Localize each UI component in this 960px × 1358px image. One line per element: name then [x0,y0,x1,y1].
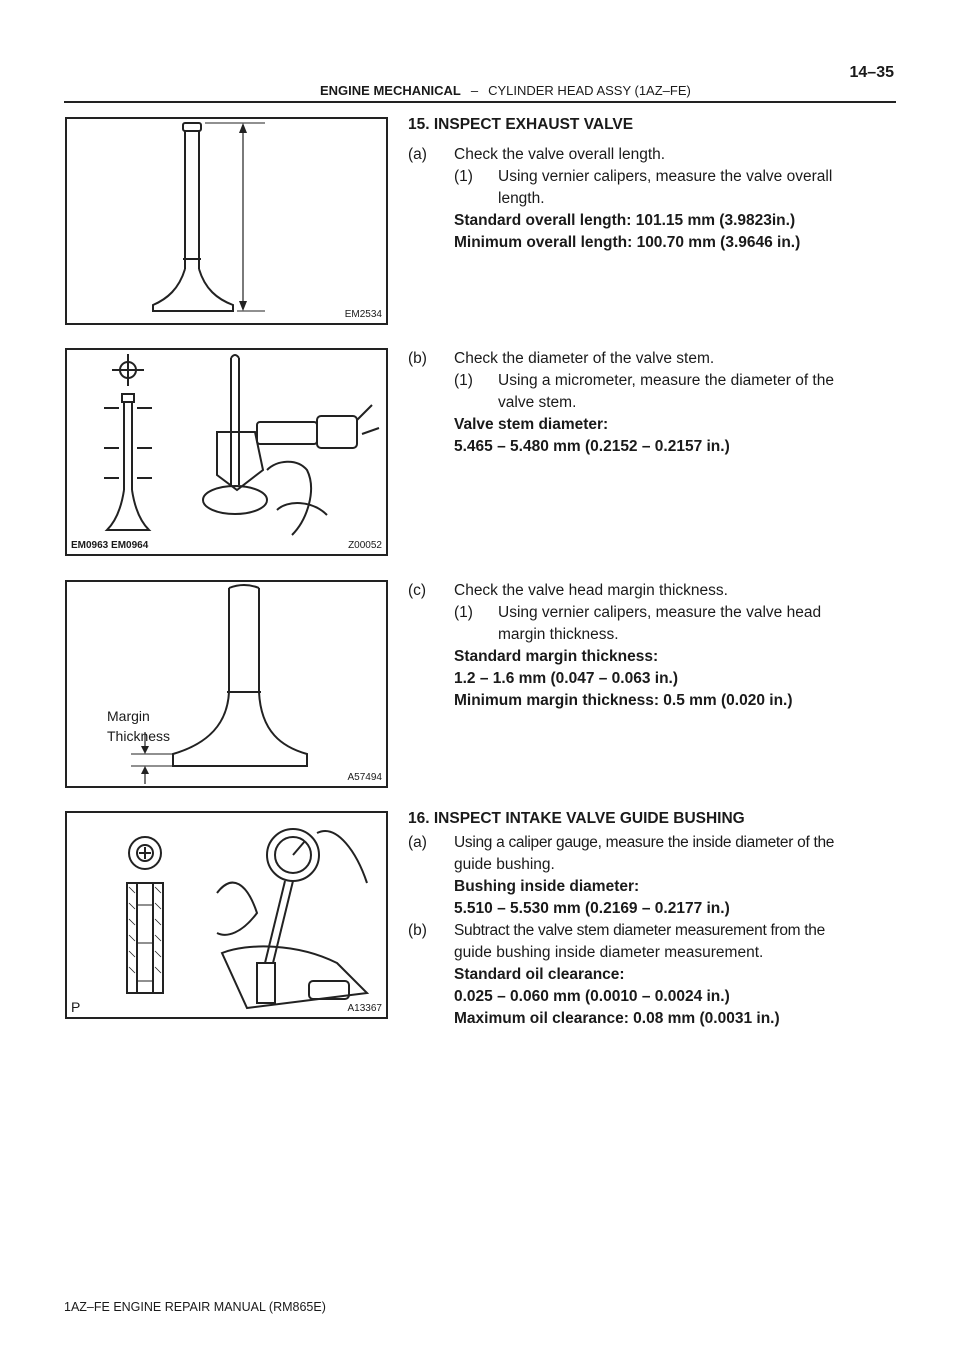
step-c-text: Check the valve head margin thickness. [454,582,728,599]
step-b-label: (b) [408,350,427,367]
substep-label: (1) [454,168,473,185]
substep-text-cont: valve stem. [498,394,577,411]
spec-standard-length: Standard overall length: 101.15 mm (3.9823in.) [454,212,796,229]
spec-stem-diameter-value: 5.465 – 5.480 mm (0.2152 – 0.2157 in.) [454,438,730,455]
step-a-text: Using a caliper gauge, measure the inside diameter of the [454,834,835,851]
figure-code: A57494 [347,772,382,783]
substep-text: Using vernier calipers, measure the valve head [498,604,822,621]
figure-code: A13367 [347,1003,382,1014]
page-number: 14–35 [849,64,894,81]
spec-margin-title: Standard margin thickness: [454,648,659,665]
step-a-text-cont: guide bushing. [454,856,555,873]
margin-thickness-illustration [67,582,386,786]
figure-left-code: EM0963 EM0964 [71,540,149,551]
spec-margin-minimum: Minimum margin thickness: 0.5 mm (0.020 in.) [454,692,793,709]
running-header [320,83,691,98]
step-b-text: Check the diameter of the valve stem. [454,350,715,367]
step-b-label: (b) [408,922,427,939]
header-section: ENGINE MECHANICAL [320,83,461,98]
spec-bushing-value: 5.510 – 5.530 mm (0.2169 – 0.2177 in.) [454,900,730,917]
figure-guide-bushing [65,811,388,1019]
micrometer-illustration [67,350,386,554]
step-a-label: (a) [408,146,427,163]
section-16-title: 16. INSPECT INTAKE VALVE GUIDE BUSHING [408,810,745,827]
substep-text: Using vernier calipers, measure the valve overall [498,168,833,185]
spec-margin-value: 1.2 – 1.6 mm (0.047 – 0.063 in.) [454,670,679,687]
section-15-title: 15. INSPECT EXHAUST VALVE [408,116,634,133]
figure-micrometer [65,348,388,556]
substep-text: Using a micrometer, measure the diameter of the [498,372,834,389]
footer-manual-id: 1AZ–FE ENGINE REPAIR MANUAL (RM865E) [64,1300,326,1314]
figure-code: EM2534 [344,309,382,320]
figure-code: Z00052 [348,540,382,551]
spec-bushing-title: Bushing inside diameter: [454,878,640,895]
spec-stem-diameter-title: Valve stem diameter: [454,416,609,433]
step-b-text: Subtract the valve stem diameter measurement from the [454,922,825,939]
step-c-label: (c) [408,582,427,599]
guide-bushing-illustration [67,813,386,1017]
spec-oil-clearance-title: Standard oil clearance: [454,966,625,983]
figure-corner-letter: P [71,999,81,1015]
figure-margin-thickness [65,580,388,788]
substep-label: (1) [454,604,473,621]
substep-text-cont: length. [498,190,545,207]
step-a-text: Check the valve overall length. [454,146,666,163]
substep-label: (1) [454,372,473,389]
step-a-label: (a) [408,834,427,851]
margin-thickness-label: Margin Thickness [107,708,171,744]
spec-oil-clearance-value: 0.025 – 0.060 mm (0.0010 – 0.0024 in.) [454,988,730,1005]
substep-text-cont: margin thickness. [498,626,619,643]
step-b-text-cont: guide bushing inside diameter measurement. [454,944,764,961]
valve-length-illustration [67,119,386,323]
figure-valve-length [65,117,388,325]
header-dash: – [470,83,479,98]
header-subsection: CYLINDER HEAD ASSY (1AZ–FE) [488,83,691,98]
spec-oil-clearance-max: Maximum oil clearance: 0.08 mm (0.0031 in.) [454,1010,780,1027]
header-rule [64,101,896,103]
spec-minimum-length: Minimum overall length: 100.70 mm (3.9646 in.) [454,234,801,251]
